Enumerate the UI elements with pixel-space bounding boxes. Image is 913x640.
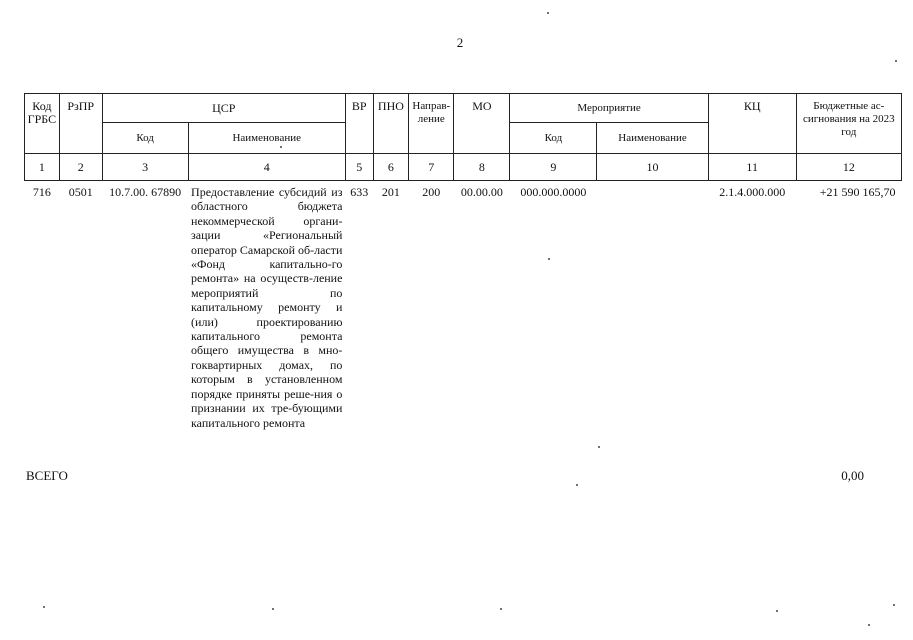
header-kod-grbs: Код ГРБС	[25, 94, 60, 154]
cell-event-name	[597, 181, 708, 430]
scan-speck	[500, 608, 502, 610]
cell-csr-name: Предоставление субсидий из областного бюджета некоммерческой органи-зации «Региональный оператор Самарской об-ласти «Фонд капитально-го ремонта» на осуществ-ление мероприятий по капитальному ремонту и (или) проектированию капитального ремонта общего имущества в мно-гоквартирных домах, по которым в установленном порядке приняты реше-ния о признании их тре-бующими капитального ремонта	[191, 185, 343, 430]
header-csr-name: Наименование	[188, 123, 345, 154]
header-kc: КЦ	[708, 94, 796, 154]
scan-speck	[280, 146, 282, 148]
header-rzpr: РзПР	[59, 94, 102, 154]
header-pno: ПНО	[373, 94, 409, 154]
page-number: 2	[456, 35, 464, 50]
header-vr: ВР	[345, 94, 373, 154]
cell-pno: 201	[381, 185, 400, 199]
scan-speck	[776, 610, 778, 612]
table-row	[25, 181, 902, 430]
cell-vr: 633	[350, 185, 369, 199]
scan-speck	[272, 608, 274, 610]
column-number: 8	[454, 154, 510, 181]
header-event: Мероприятие	[510, 94, 708, 123]
scan-speck	[868, 624, 870, 626]
cell-mo: 00.00.00	[460, 185, 503, 199]
header-csr-kod: Код	[102, 123, 188, 154]
scan-speck	[43, 606, 45, 608]
column-number: 3	[102, 154, 188, 181]
header-event-kod: Код	[510, 123, 597, 154]
scan-speck	[893, 604, 895, 606]
header-budget: Бюджетные ас-сигнования на 2023 год	[796, 94, 901, 154]
column-number: 11	[708, 154, 796, 181]
header-mo: МО	[454, 94, 510, 154]
header-direction: Направ-ление	[409, 94, 454, 154]
scan-speck	[547, 12, 549, 14]
column-number: 6	[373, 154, 409, 181]
cell-kc: 2.1.4.000.000	[719, 185, 786, 199]
cell-budget: +21 590 165,70	[819, 185, 896, 199]
column-number: 10	[597, 154, 708, 181]
cell-kod-grbs: 716	[32, 185, 51, 199]
total-value: 0,00	[841, 468, 864, 483]
scan-speck	[895, 60, 897, 62]
cell-direction: 200	[422, 185, 441, 199]
column-number: 7	[409, 154, 454, 181]
column-number: 9	[510, 154, 597, 181]
header-event-name: Наименование	[597, 123, 708, 154]
scan-speck	[548, 258, 550, 260]
column-number-row	[25, 154, 902, 181]
column-number: 5	[345, 154, 373, 181]
cell-rzpr: 0501	[68, 185, 93, 199]
column-number: 12	[796, 154, 901, 181]
budget-table	[24, 93, 902, 430]
column-number: 4	[188, 154, 345, 181]
column-number: 1	[25, 154, 60, 181]
header-csr: ЦСР	[102, 94, 345, 123]
column-number: 2	[59, 154, 102, 181]
cell-csr-kod: 10.7.00. 67890	[109, 185, 182, 199]
cell-event-kod: 000.000.0000	[520, 185, 587, 199]
scan-speck	[598, 446, 600, 448]
total-label: ВСЕГО	[26, 468, 68, 483]
scan-speck	[576, 484, 578, 486]
